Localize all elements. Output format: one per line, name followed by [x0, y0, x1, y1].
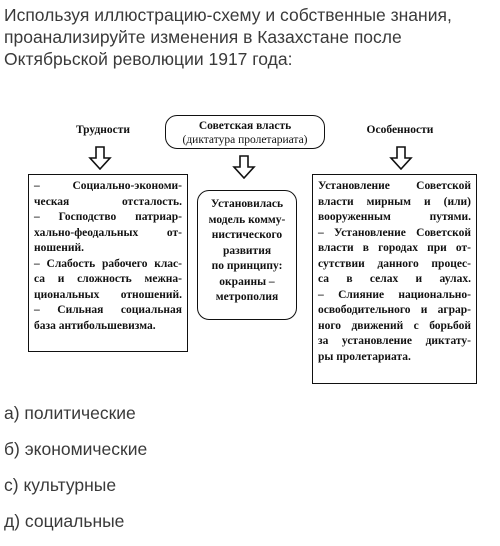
down-arrow-icon: [88, 146, 112, 170]
feature-line: – Установление Советской: [318, 226, 471, 239]
answer-options: [4, 402, 147, 546]
feature-line: – Слияние национально-: [318, 288, 471, 301]
feature-line: вооруженным путями.: [318, 211, 471, 223]
model-line: метрополия: [215, 291, 279, 303]
answer-option-a[interactable]: а) политические: [4, 403, 136, 423]
feature-line: ры пролетариата.: [318, 350, 411, 363]
difficulty-line: са и сложность межна-: [34, 273, 182, 285]
model-line: окраины –: [219, 275, 275, 288]
model-line: Установилась: [210, 198, 284, 210]
difficulty-line: хально-феодальных от-: [34, 226, 182, 239]
difficulty-line: – Социально-экономи-: [34, 180, 182, 192]
difficulty-line: ношений.: [34, 242, 84, 254]
center-subtitle: (диктатура пролетариата): [182, 134, 308, 146]
feature-line: сутствии данного процес-: [318, 257, 471, 270]
question-text: Используя иллюстрацию-схему и собственные знания, проанализируйте изменения в Казахстане после Октябрьской революции 1917 года:: [4, 5, 452, 69]
down-arrow-icon: [232, 155, 256, 179]
feature-line: освободительного и аграр-: [318, 304, 471, 316]
difficulty-line: ческая отсталость.: [34, 195, 182, 208]
answer-option-d[interactable]: д) социальные: [4, 511, 125, 531]
feature-line: Установление Советской: [318, 180, 471, 192]
feature-line: ного движений с борьбой: [318, 319, 471, 332]
center-title-box: [165, 115, 325, 149]
answer-option-b[interactable]: б) экономические: [4, 439, 148, 459]
down-arrow-icon: [389, 146, 413, 170]
center-title: Советская власть: [198, 120, 292, 132]
feature-line: власти в городах при от-: [318, 242, 471, 254]
difficulty-line: циональных отношений.: [34, 288, 182, 301]
difficulty-line: – Сильная социальная: [34, 304, 182, 316]
difficulty-line: – Слабость рабочего клас-: [34, 257, 182, 270]
features-box: [312, 174, 477, 384]
difficulties-box: [28, 174, 188, 352]
illustration-scheme: [0, 110, 500, 395]
left-header: Трудности: [75, 124, 131, 136]
answer-option-c[interactable]: с) культурные: [4, 475, 117, 495]
difficulty-line: база антибольшевизма.: [34, 319, 156, 332]
model-line: нистического: [211, 229, 283, 241]
model-box: [197, 190, 297, 320]
model-line: развития: [222, 244, 272, 257]
model-line: по принципу:: [211, 260, 283, 272]
difficulty-line: – Господство патриар-: [34, 211, 182, 223]
right-header: Особенности: [366, 124, 434, 136]
feature-line: власти мирным и (или): [318, 195, 471, 208]
feature-line: за установление диктату-: [318, 335, 471, 347]
model-line: модель комму-: [208, 213, 286, 226]
feature-line: са в селах и аулах.: [318, 273, 471, 285]
